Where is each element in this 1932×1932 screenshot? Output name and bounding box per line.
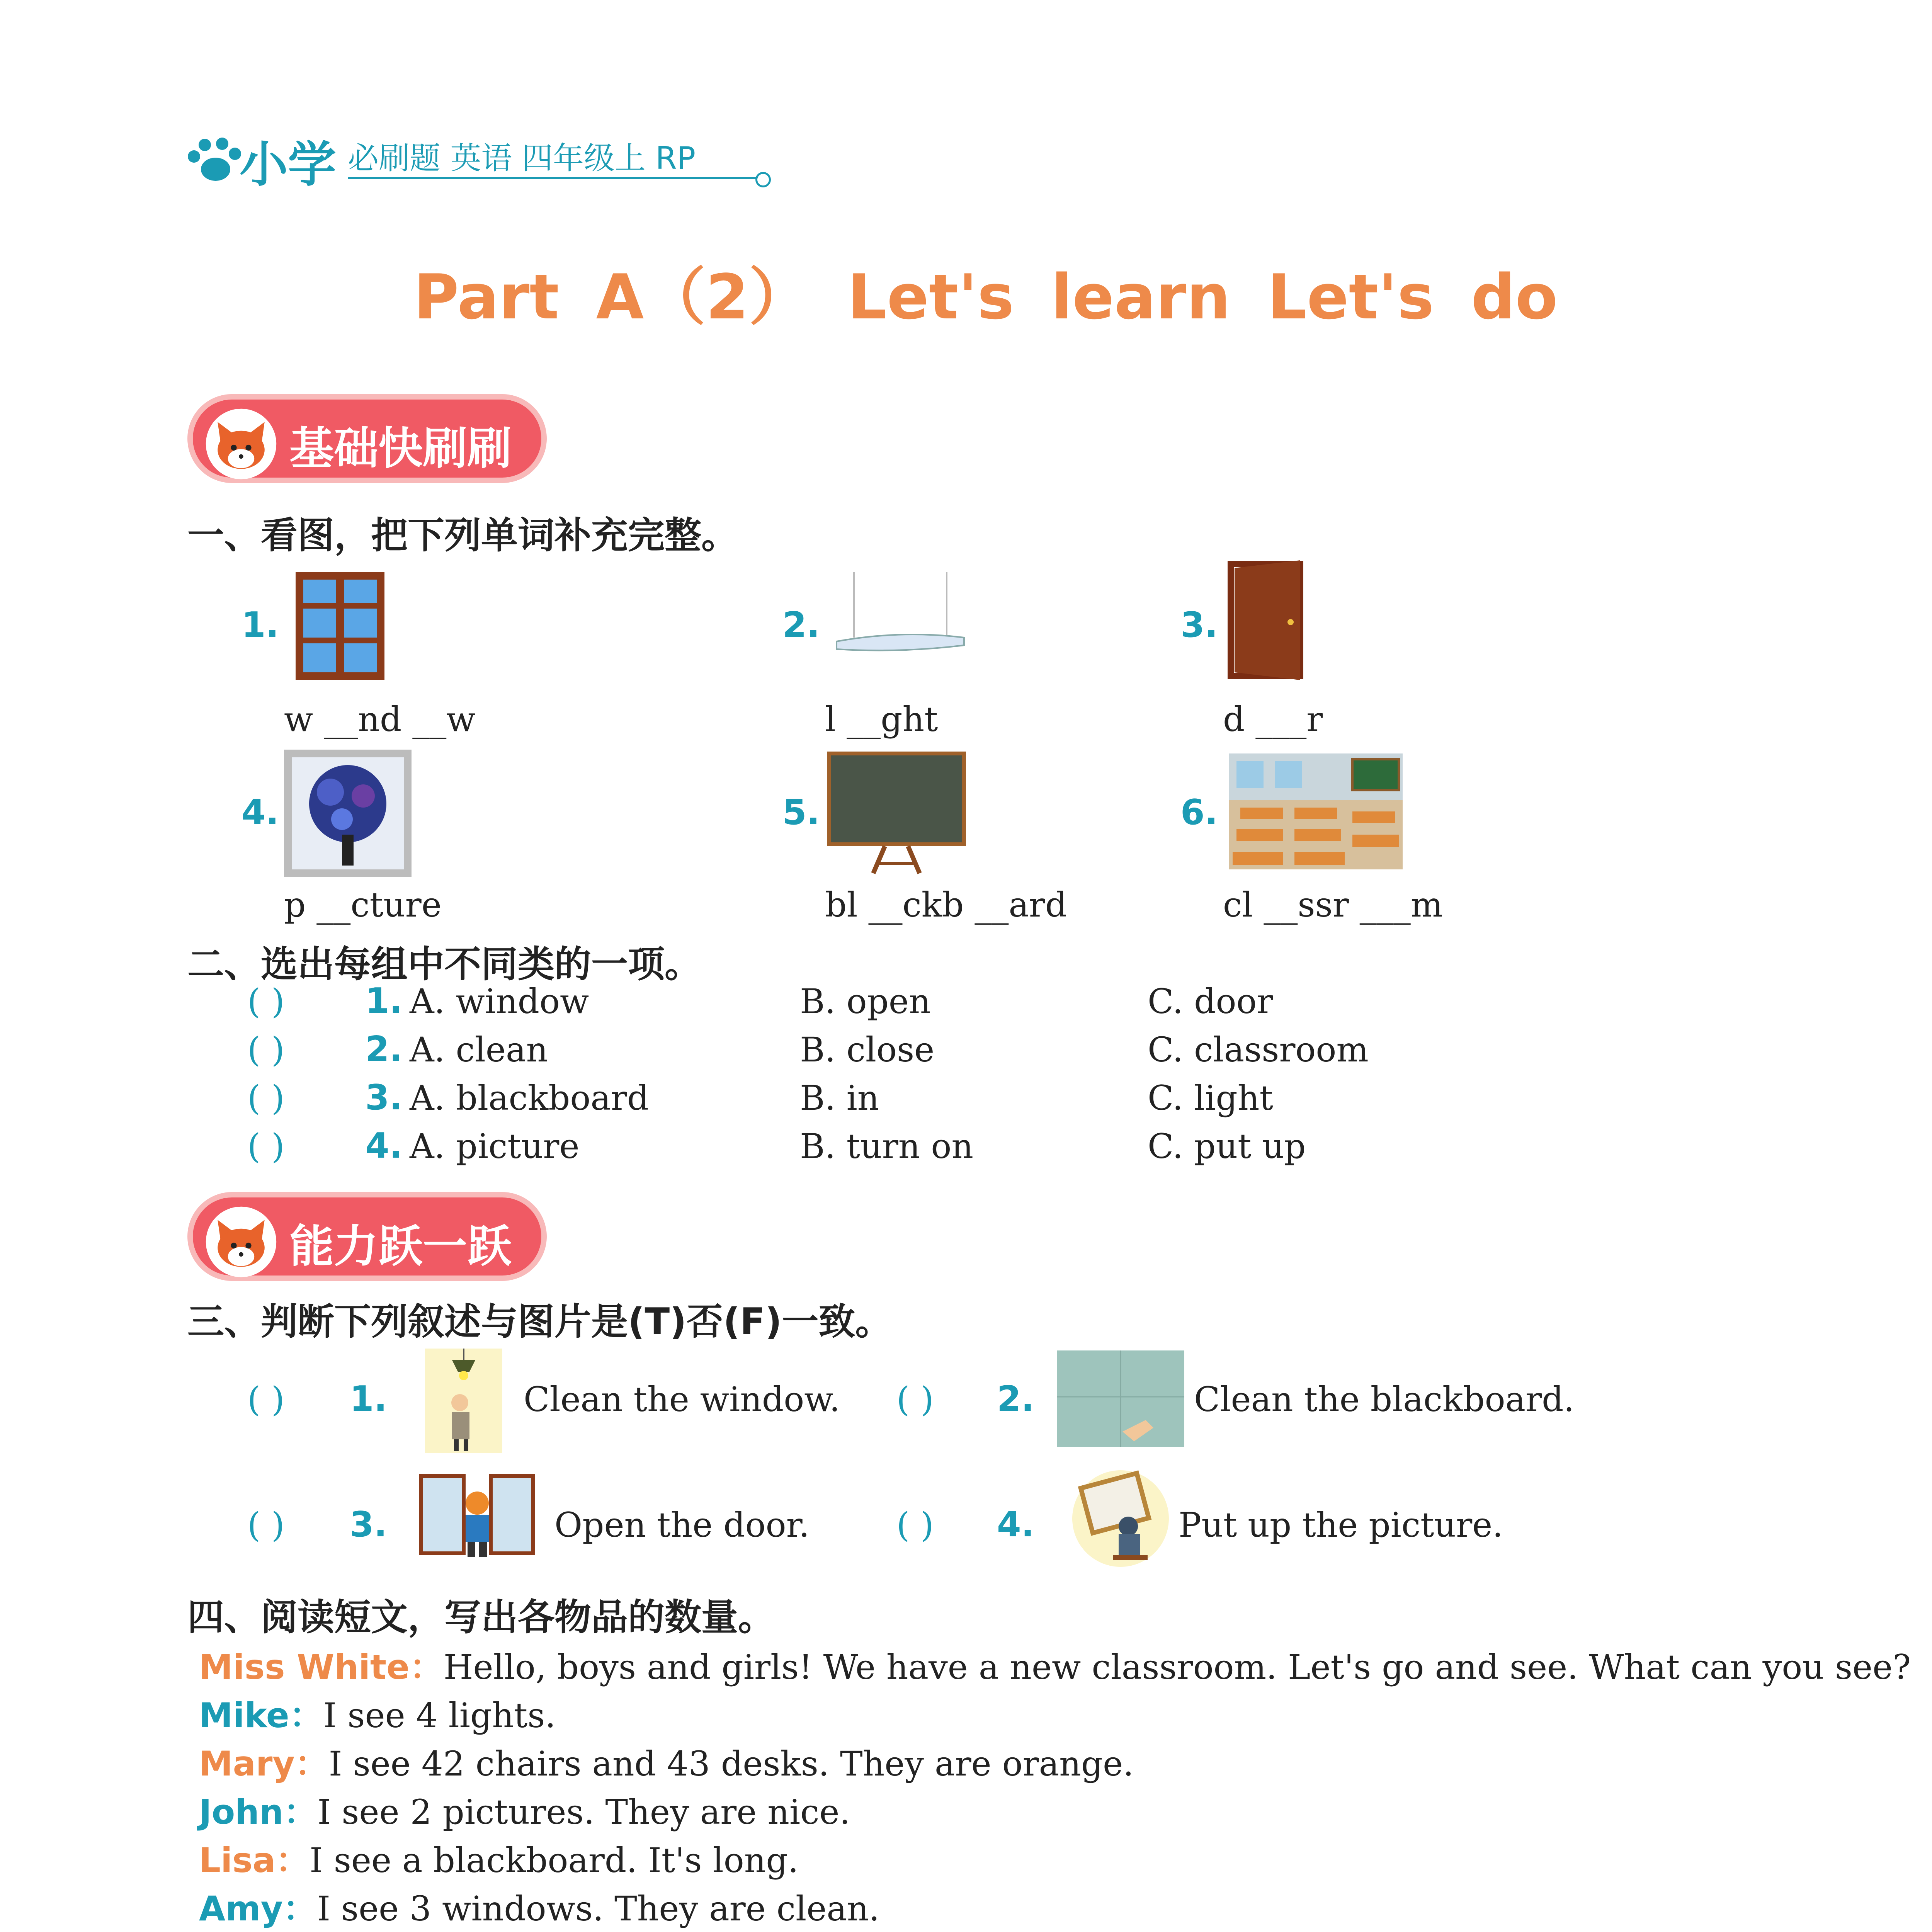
option-c: C. classroom [1148, 1030, 1369, 1070]
put-up-picture-picture [1070, 1468, 1171, 1569]
answer-paren[interactable]: ( ) [247, 1379, 285, 1419]
open-window-picture [413, 1468, 541, 1561]
dialogue-line [199, 1640, 1911, 1689]
answer-paren[interactable]: ( ) [247, 981, 285, 1021]
turn-on-light-picture [425, 1349, 502, 1453]
fill-word: cl __ssr ___m [1223, 885, 1443, 925]
option-b: B. in [800, 1078, 879, 1118]
answer-paren[interactable]: ( ) [247, 1078, 285, 1118]
option-a: A. clean [410, 1030, 548, 1070]
dialogue-line [199, 1833, 799, 1882]
speaker-name: Miss White [199, 1647, 410, 1687]
statement-text: Put up the picture. [1179, 1505, 1503, 1545]
clean-blackboard-picture [1057, 1350, 1184, 1447]
option-c: C. door [1148, 981, 1273, 1021]
dialogue-text: Hello, boys and girls! We have a new classroom. Let's go and see. What can you see? [443, 1647, 1911, 1687]
header-underline [348, 177, 761, 179]
item-number: 1. [350, 1379, 387, 1419]
dialogue-text: I see a blackboard. It's long. [310, 1840, 799, 1880]
option-a: A. picture [410, 1126, 580, 1166]
speaker-name: Amy [199, 1889, 283, 1929]
ceiling-light-picture [831, 572, 970, 661]
door-picture [1227, 560, 1312, 680]
option-c: C. light [1148, 1078, 1273, 1118]
window-picture [294, 570, 386, 682]
fox-mascot-icon [204, 407, 278, 481]
statement-text: Clean the blackboard. [1194, 1379, 1575, 1419]
answer-paren[interactable]: ( ) [896, 1505, 934, 1545]
speaker-name: Lisa [199, 1840, 276, 1880]
question-1-heading: 一、看图，把下列单词补充完整。 [187, 514, 738, 557]
option-b: B. turn on [800, 1126, 974, 1166]
answer-paren[interactable]: ( ) [247, 1505, 285, 1545]
answer-paren[interactable]: ( ) [247, 1126, 285, 1166]
item-number: 1. [242, 605, 279, 645]
dialogue-line [199, 1882, 879, 1930]
answer-paren[interactable]: ( ) [247, 1030, 285, 1070]
dialogue-text: I see 4 lights. [323, 1696, 556, 1735]
fill-word: l __ght [825, 699, 938, 739]
option-b: B. open [800, 981, 931, 1021]
dialogue-line [199, 1689, 556, 1737]
option-b: B. close [800, 1030, 935, 1070]
statement-text: Clean the window. [524, 1379, 840, 1419]
item-number: 3. [1180, 605, 1218, 645]
speaker-separator: ： [289, 1696, 323, 1735]
paw-logo-icon [185, 135, 243, 185]
item-number: 5. [782, 792, 820, 833]
speaker-name: Mary [199, 1744, 295, 1784]
dialogue-text: I see 3 windows. They are clean. [317, 1889, 880, 1929]
statement-text: Open the door. [554, 1505, 810, 1545]
picture-frame-image [284, 750, 412, 877]
section-badge-ability [187, 1192, 547, 1281]
fill-word: d ___r [1223, 699, 1323, 739]
item-number: 4. [242, 792, 279, 833]
question-2-heading: 二、选出每组中不同类的一项。 [187, 943, 702, 986]
option-a: A. blackboard [410, 1078, 649, 1118]
speaker-separator: ： [283, 1889, 317, 1929]
fill-word: bl __ckb __ard [825, 885, 1067, 925]
fill-word: p __cture [284, 885, 442, 925]
page-title: Part A（2） Let's learn Let's do [413, 261, 1558, 333]
classroom-picture [1229, 753, 1403, 869]
item-number: 3. [350, 1504, 387, 1545]
blackboard-picture [827, 752, 966, 875]
answer-paren[interactable]: ( ) [896, 1379, 934, 1419]
item-number: 2. [782, 605, 820, 645]
header-line-end-dot [755, 172, 771, 187]
brand-name: 小学 [240, 137, 336, 193]
item-number: 4. [997, 1504, 1034, 1545]
section-badge-basic [187, 394, 547, 483]
option-a: A. window [410, 981, 589, 1021]
dialogue-line [199, 1737, 1134, 1786]
item-number: 4. [365, 1126, 403, 1166]
speaker-separator: ： [409, 1647, 444, 1687]
question-3-heading: 三、判断下列叙述与图片是(T)否(F)一致。 [187, 1301, 892, 1343]
item-number: 2. [365, 1029, 403, 1070]
item-number: 2. [997, 1379, 1034, 1419]
dialogue-text: I see 42 chairs and 43 desks. They are orange. [328, 1744, 1134, 1784]
item-number: 6. [1180, 792, 1218, 833]
speaker-name: Mike [199, 1696, 289, 1735]
item-number: 1. [365, 981, 403, 1021]
section-badge-label: 基础快刷刷 [289, 423, 512, 474]
speaker-separator: ： [283, 1792, 318, 1832]
speaker-separator: ： [276, 1840, 310, 1880]
dialogue-line [199, 1785, 850, 1834]
fox-mascot-icon [204, 1205, 278, 1279]
section-badge-label: 能力跃一跃 [289, 1221, 512, 1272]
item-number: 3. [365, 1077, 403, 1118]
book-tag: 必刷题 英语 四年级上 RP [348, 140, 696, 176]
question-4-heading: 四、阅读短文，写出各物品的数量。 [187, 1596, 775, 1639]
speaker-name: John [199, 1792, 284, 1832]
speaker-separator: ： [294, 1744, 329, 1784]
option-c: C. put up [1148, 1126, 1306, 1166]
dialogue-text: I see 2 pictures. They are nice. [317, 1792, 850, 1832]
fill-word: w __nd __w [284, 699, 476, 739]
